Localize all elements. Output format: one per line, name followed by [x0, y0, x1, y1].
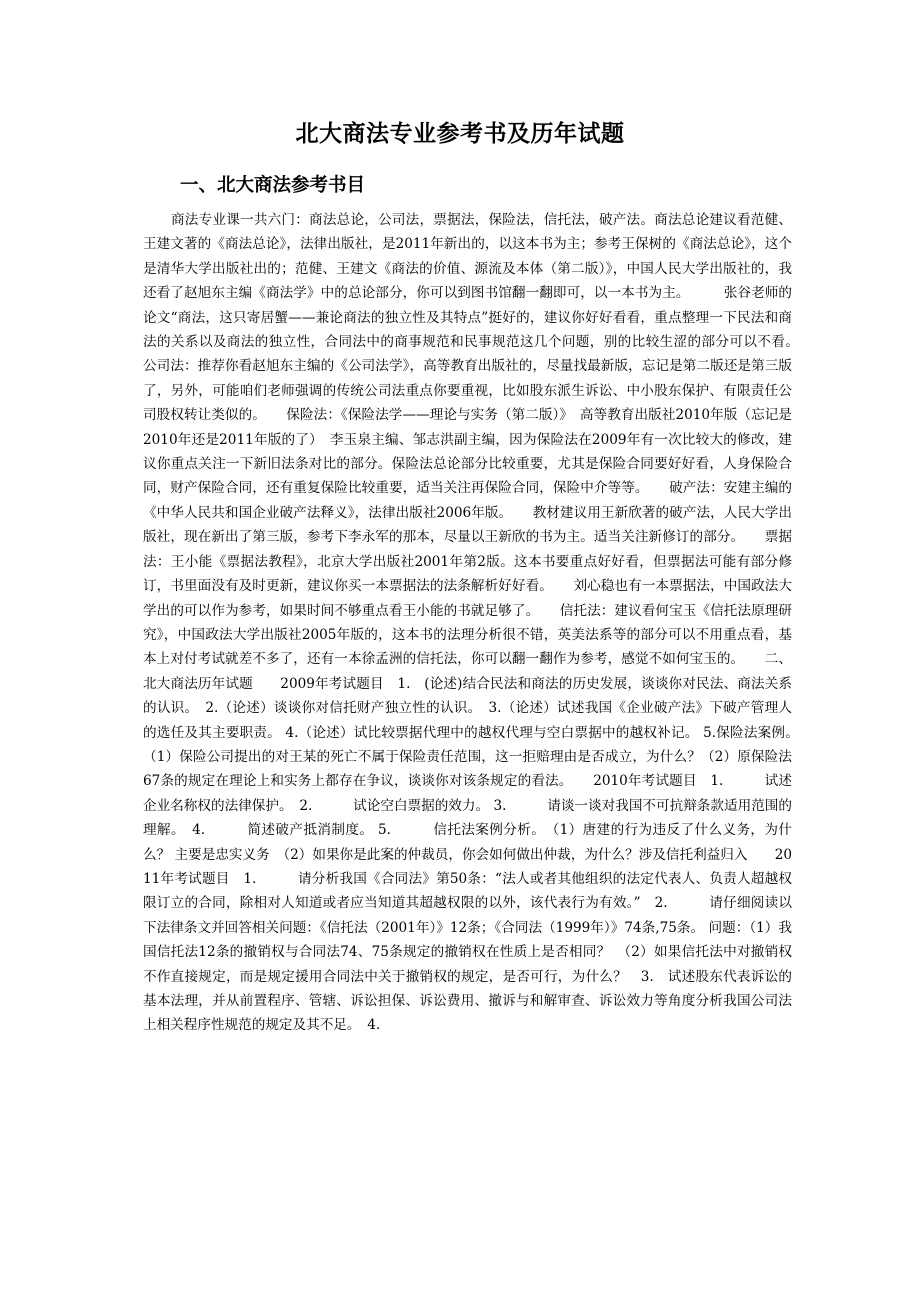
body-paragraph: 商法专业课一共六门：商法总论，公司法，票据法，保险法，信托法，破产法。商法总论建议看范健、王建文著的《商法总论》，法律出版社，是2011年新出的，以这本书为主；参考王保树的《商法总论》，这个是清华大学出版社出的；范健、王建文《商法的价值、源流及本体（第二版）》，中国人民大学出版社的，我还看了赵旭东主编《商法学》中的总论部分，你可以到图书馆翻一翻即可，以一本书为主。 张谷老师的论文“商法，这只寄居蟹——兼论商法的独立性及其特点”挺好的，建议你好好看看，重点整理一下民法和商法的关系以及商法的独立性，合同法中的商事规范和民事规范这几个问题，别的比较生涩的部分可以不看。 公司法：推荐你看赵旭东主编的《公司法学》，高等教育出版社的，尽量找最新版，忘记是第二版还是第三版了，另外，可能咱们老师强调的传统公司法重点你要重视，比如股东派生诉讼、中小股东保护、有限责任公司股权转让类似的。 保险法：《保险法学——理论与实务（第二版）》 高等教育出版社2010年版（忘记是2010年还是2011年版的了） 李玉泉主编、邹志洪副主编，因为保险法在2009年有一次比较大的修改，建议你重点关注一下新旧法条对比的部分。保险法总论部分比较重要，尤其是保险合同要好好看，人身保险合同，财产保险合同，还有重复保险比较重要，适当关注再保险合同，保险中介等等。 破产法：安建主编的《中华人民共和国企业破产法释义》，法律出版社2006年版。 教材建议用王新欣著的破产法，人民大学出版社，现在新出了第三版，参考下李永军的那本，尽量以王新欣的书为主。适当关注新修订的部分。 票据法：王小能《票据法教程》，北京大学出版社2001年第2版。这本书要重点好好看，但票据法可能有部分修订，书里面没有及时更新，建议你买一本票据法的法条解析好好看。 刘心稳也有一本票据法，中国政法大学出的可以作为参考，如果时间不够重点看王小能的书就足够了。 信托法：建议看何宝玉《信托法原理研究》，中国政法大学出版社2005年版的，这本书的法理分析很不错，英美法系等的部分可以不用重点看，基本上对付考试就差不多了，还有一本徐孟洲的信托法，你可以翻一翻作为参考，感觉不如何宝玉的。 二、北大商法历年试题 2009年考试题目 1. (论述)结合民法和商法的历史发展，谈谈你对民法、商法关系的认识。 2.（论述）谈谈你对信托财产独立性的认识。 3.（论述）试述我国《企业破产法》下破产管理人的选任及其主要职责。 4.（论述）试比较票据代理中的越权代理与空白票据中的越权补记。 5.保险法案例。 （1）保险公司提出的对王某的死亡不属于保险责任范围，这一拒赔理由是否成立，为什么？（2）原保险法67条的规定在理论上和实务上都存在争议，谈谈你对该条规定的看法。 2010年考试题目 1. 试述企业名称权的法律保护。 2. 试论空白票据的效力。 3. 请谈一谈对我国不可抗辩条款适用范围的理解。 4. 简述破产抵消制度。 5. 信托法案例分析。 （1）唐建的行为违反了什么义务，为什么？ 主要是忠实义务 （2）如果你是此案的仲裁员，你会如何做出仲裁，为什么？涉及信托利益归入 2011年考试题目 1. 请分析我国《合同法》第50条：“法人或者其他组织的法定代表人、负责人超越权限订立的合同，除相对人知道或者应当知道其超越权限的以外，该代表行为有效。” 2. 请仔细阅读以下法律条文并回答相关问题：《信托法（2001年）》12条；《合同法（1999年）》74条,75条。 问题：（1）我国信托法12条的撤销权与合同法74、75条规定的撤销权在性质上是否相同？ （2）如果信托法中对撤销权不作直接规定，而是规定援用合同法中关于撤销权的规定，是否可行，为什么？ 3. 试述股东代表诉讼的基本法理，并从前置程序、管辖、诉讼担保、诉讼费用、撤诉与和解审查、诉讼效力等角度分析我国公司法上相关程序性规范的规定及其不足。 4.	[143, 212, 820, 1034]
document-title: 北大商法专业参考书及历年试题	[295, 121, 625, 147]
section-heading: 一、北大商法参考书目	[180, 175, 366, 196]
